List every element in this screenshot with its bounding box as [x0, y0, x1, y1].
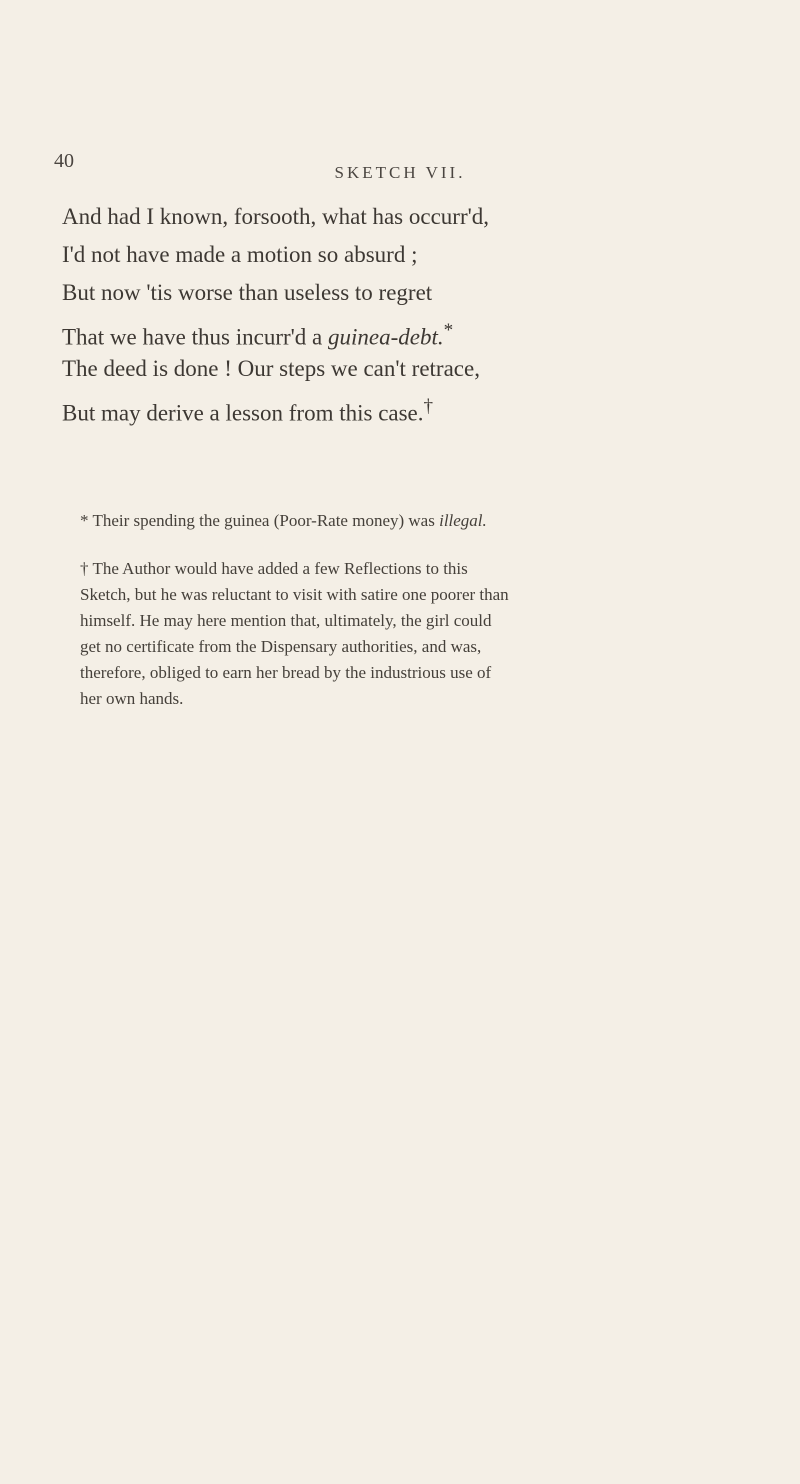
verse-italic-text: guinea-debt. [328, 324, 444, 350]
page-number: 40 [54, 150, 74, 172]
footnotes [62, 508, 762, 712]
verse-line [62, 388, 762, 426]
verse-line: And had I known, forsooth, what has occurr'd, [62, 204, 489, 229]
verse-block [62, 198, 762, 426]
running-head: SKETCH VII. [334, 163, 466, 182]
footnote-marker: * [443, 320, 454, 341]
footnote-marker: † [80, 559, 89, 578]
footnote-line: himself. He may here mention that, ultimately, the girl could [80, 611, 492, 630]
footnote-second [62, 556, 762, 712]
verse-line: But now 'tis worse than useless to regret [62, 280, 433, 305]
footnote-line [62, 556, 762, 582]
footnote-line: her own hands. [80, 689, 184, 708]
verse-line: I'd not have made a motion so absurd ; [62, 242, 418, 267]
footnote-line: get no certificate from the Dispensary authorities, and was, [80, 637, 482, 656]
verse-text: But may derive a lesson from this case. [62, 400, 424, 426]
verse-line [62, 312, 762, 350]
verse-line: The deed is done ! Our steps we can't retrace, [62, 356, 480, 381]
footnote-marker: * [80, 511, 89, 530]
footnote-line: Sketch, but he was reluctant to visit with satire one poorer than [80, 585, 509, 604]
footnote-text: Their spending the guinea (Poor-Rate money) was [88, 511, 440, 530]
footnote-text: The Author would have added a few Reflections to this [88, 559, 468, 578]
verse-text: That we have thus incurr'd a [62, 324, 328, 350]
footnote-first [62, 508, 762, 534]
footnote-line: therefore, obliged to earn her bread by the industrious use of [80, 663, 492, 682]
footnote-italic-text: illegal. [439, 511, 487, 530]
footnote-marker: † [423, 396, 434, 417]
